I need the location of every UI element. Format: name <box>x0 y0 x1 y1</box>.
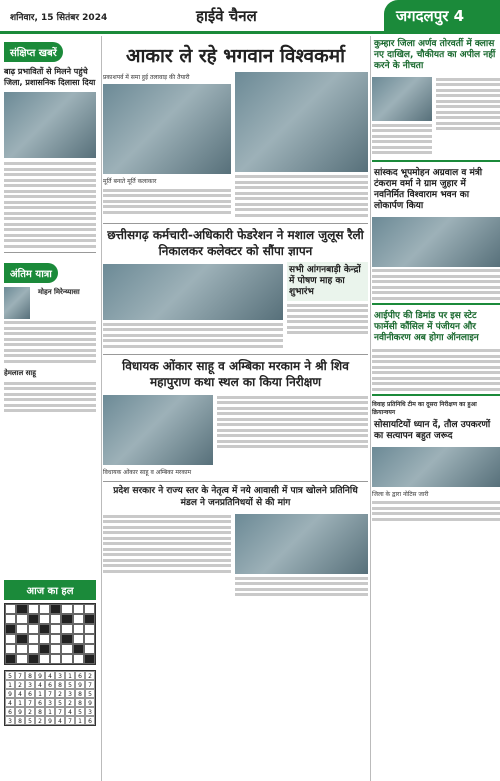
sudoku-cell: 3 <box>45 698 55 707</box>
obituary-body <box>0 321 100 363</box>
sudoku-cell: 6 <box>35 698 45 707</box>
sudoku-cell: 4 <box>65 707 75 716</box>
sudoku-cell: 4 <box>35 680 45 689</box>
story-society-headline: सोसायटियों ध्यान दें, तौल उपकरणों का सत्यापन बहुत जरूद <box>374 419 491 441</box>
sudoku-cell: 5 <box>5 671 15 680</box>
sudoku-cell: 2 <box>25 707 35 716</box>
sudoku-cell: 3 <box>25 680 35 689</box>
sudoku-cell: 1 <box>15 698 25 707</box>
sudoku-cell: 8 <box>75 689 85 698</box>
sudoku-cell: 6 <box>45 680 55 689</box>
column-divider <box>370 36 371 781</box>
divider <box>372 303 500 305</box>
sudoku-cell: 4 <box>5 698 15 707</box>
story-potter-body <box>372 75 432 157</box>
sudoku-cell: 4 <box>55 716 65 725</box>
divider <box>372 394 500 396</box>
housing-photo <box>235 514 368 574</box>
puzzle-title: आज का हल <box>4 580 96 600</box>
sudoku-cell: 8 <box>15 716 25 725</box>
idol-photo-2 <box>235 72 368 172</box>
sudoku-cell: 1 <box>75 716 85 725</box>
mla-photo <box>103 395 213 465</box>
story-pharmacy-body <box>372 349 500 391</box>
sudoku-cell: 9 <box>85 698 95 707</box>
sudoku-cell: 5 <box>85 689 95 698</box>
sudoku-cell: 9 <box>45 716 55 725</box>
sudoku-cell: 8 <box>75 698 85 707</box>
sudoku-cell: 8 <box>35 707 45 716</box>
sudoku-cell: 5 <box>25 716 35 725</box>
society-caption: जिला के द्वारा नोटिस जारी <box>372 490 429 498</box>
sudoku-grid <box>4 670 96 726</box>
sudoku-cell: 6 <box>75 671 85 680</box>
bhawan-photo <box>372 217 500 267</box>
story-mla-headline: विधायक ओंकार साहू व अम्बिका मरकाम ने श्री शिव महापुराण कथा स्थल का किया निरीक्षण <box>103 354 368 393</box>
column-divider <box>101 36 102 781</box>
sudoku-cell: 3 <box>65 689 75 698</box>
sudoku-cell: 7 <box>85 680 95 689</box>
sudoku-cell: 4 <box>45 671 55 680</box>
sudoku-cell: 2 <box>15 680 25 689</box>
story-bhawan-headline: सांस्कद भूपमोहन अग्रवाल व मंत्री टंकराम वर्मा ने ग्राम जुहार में नवनिर्मित विश्वाराम भवन का लोकार्पण किया <box>374 167 483 211</box>
sudoku-cell: 2 <box>55 689 65 698</box>
lead-kicker: प्रकाशपर्व में समा हुई तलावाड़ की तैयारी <box>103 74 190 81</box>
sudoku-cell: 6 <box>5 707 15 716</box>
story-housing-body-2 <box>235 577 368 597</box>
sudoku-cell: 2 <box>85 671 95 680</box>
sudoku-cell: 5 <box>65 680 75 689</box>
portrait-photo <box>4 287 30 319</box>
story-society-body <box>372 501 500 521</box>
photo-caption: मूर्ति बनाते मूर्ति कलाकार <box>103 178 157 185</box>
sudoku-cell: 3 <box>85 707 95 716</box>
sudoku-cell: 5 <box>75 707 85 716</box>
sudoku-cell: 3 <box>55 671 65 680</box>
obituary-body-2 <box>0 382 100 413</box>
story-potter-headline: कुम्हार जिला अर्णव तोरवर्ती में क्लास नए दाखिल, चौकीयत का अपील नहीं करने के नीचता <box>374 39 496 71</box>
sudoku-cell: 8 <box>25 671 35 680</box>
obituary-header: अंतिम यात्रा <box>4 263 58 283</box>
sudoku-cell: 9 <box>75 680 85 689</box>
story-housing-body <box>103 512 231 599</box>
society-photo <box>372 447 500 487</box>
sudoku-cell: 6 <box>25 689 35 698</box>
sudoku-cell: 7 <box>25 698 35 707</box>
crossword-grid <box>4 603 96 665</box>
sudoku-cell: 1 <box>45 707 55 716</box>
sudoku-cell: 1 <box>35 689 45 698</box>
anganwadi-headline: सभी आंगनबाड़ी केन्द्रों में पोषण माह का शुभारंभ <box>287 262 368 301</box>
sudoku-cell: 9 <box>5 689 15 698</box>
lead-body-2 <box>235 175 368 217</box>
sudoku-cell: 7 <box>55 707 65 716</box>
sudoku-cell: 1 <box>65 671 75 680</box>
sudoku-cell: 8 <box>55 680 65 689</box>
page-tab-label: जगदलपुर 4 <box>396 7 465 25</box>
story-pharmacy-headline: आईपीए की डिमांड पर इस स्टेट फार्मेसी कौंसिल में पंजीयन और नवीनीकरण अब होगा ऑनलाइन <box>374 310 479 343</box>
story-housing-headline: प्रदेश सरकार ने राज्य स्तर के नेतृत्व में नये आवासी में पात्र खोलने प्रतिनिधि मंडल ने जनप्रतिनिधयों से की मांग <box>103 481 368 512</box>
divider <box>372 160 500 162</box>
sudoku-cell: 2 <box>65 698 75 707</box>
sudoku-cell: 2 <box>35 716 45 725</box>
sudoku-cell: 9 <box>35 671 45 680</box>
issue-date: शनिवार, 15 सितंबर 2024 <box>10 13 108 23</box>
lead-headline: आकार ले रहे भगवान विश्वकर्मा <box>126 45 345 67</box>
right-column <box>372 36 500 781</box>
story-federation-headline: छत्तीसगढ़ कर्मचारी-अधिकारी फेडरेशन ने मशाल जुलूस रैली निकालकर कलेक्टर को सौंपा ज्ञापन <box>103 223 368 262</box>
divider <box>4 252 96 253</box>
story-bhawan-body <box>372 269 500 300</box>
sudoku-cell: 3 <box>5 716 15 725</box>
story-potter-body-2 <box>436 75 500 157</box>
main-column <box>103 36 368 781</box>
anganwadi-body <box>287 304 368 335</box>
paper-name: हाईवे चैनल <box>196 7 257 25</box>
story-mla-body <box>217 393 368 477</box>
idol-photo <box>103 84 231 174</box>
obituary-name-2: हेमलाल साहू <box>4 369 36 377</box>
story-federation-body <box>103 262 283 350</box>
lead-body <box>103 189 231 214</box>
sudoku-cell: 7 <box>65 716 75 725</box>
brief-headline: बाढ़ प्रभावितों से मिलने पहुंचे जिला, प्रशासनिक दिलासा दिया <box>4 67 96 87</box>
obituary-name: मोहन मिरेन्य्यासा <box>38 287 80 296</box>
sudoku-cell: 9 <box>15 707 25 716</box>
brief-body <box>0 162 100 248</box>
sudoku-cell: 5 <box>55 698 65 707</box>
mla-caption: विधायक ओंकार साहू व अम्बिका मरकाम <box>103 469 192 476</box>
sudoku-cell: 7 <box>15 671 25 680</box>
brief-news-header: संक्षिप्त खबरें <box>4 42 63 62</box>
sudoku-cell: 1 <box>5 680 15 689</box>
sudoku-cell: 7 <box>45 689 55 698</box>
sudoku-cell: 4 <box>15 689 25 698</box>
story-society-kicker: विवाह प्रतिनिधि टीम का दूसरा निरीक्षण का हुआ क्रियान्वयन <box>372 400 477 416</box>
masthead <box>0 0 500 34</box>
page-tab <box>384 0 500 32</box>
sudoku-cell: 6 <box>85 716 95 725</box>
flood-photo <box>4 92 96 158</box>
puzzle-box <box>4 580 96 726</box>
